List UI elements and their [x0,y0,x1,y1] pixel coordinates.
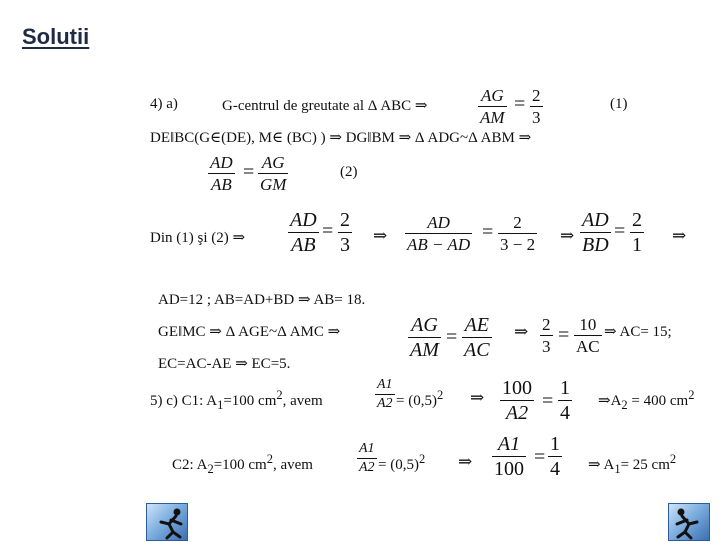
fraction-a1-a2-b: A1 A2 [359,441,375,475]
line1-text: G-centrul de greutate al Δ ABC ⇒ [222,98,428,114]
implies-arrow: ⇒ [470,388,485,407]
equals-sign: = [514,93,526,115]
equals-sign: = [534,446,546,468]
fraction-a1-100: A1 100 [494,433,524,480]
equals-sign: = [243,161,255,183]
problem-5c-c2: C2: $A_2=100$ $cm^2$, avem [172,452,313,476]
equals-sign: = [542,390,554,412]
fraction-2-1: 2 1 [632,209,642,256]
slide-title: Solutii [22,24,90,49]
equals-sign: = [482,221,494,243]
ac-result: ⇒ AC= 15; [604,324,672,340]
line7-text: EC=AC-AE ⇒ EC=5. [158,356,291,372]
fraction-2-3-b: 2 3 [340,209,350,256]
fraction-ad-ab: AD AB [210,153,233,194]
implies-arrow: ⇒ [672,226,687,245]
fraction-1-4-b: 1 4 [550,433,560,480]
back-nav-button[interactable] [146,503,188,541]
equals-sign: = [446,326,458,348]
implies-arrow: ⇒ [560,226,575,245]
fraction-2-3: 2 3 [532,86,541,127]
line5-text: AD=12 ; AB=AD+BD ⇒ AB= 18. [158,292,366,308]
paren-0-5-squared-b: = $(0,5)^2$ [378,452,426,473]
fraction-ad-ab-minus-ad: AD AB − AD [407,213,471,254]
fraction-10-ac: 10 AC [576,315,600,356]
fraction-ad-ab-2: AD AB [290,209,317,256]
forward-nav-icon [669,504,711,542]
line6-text: GE‖MC ⇒ Δ AGE~Δ AMC ⇒ [158,324,341,340]
fraction-2-over-3-minus-2: 2 3 − 2 [500,213,536,254]
equation-tag-2: (2) [340,164,358,180]
equals-sign: = [322,220,334,242]
fraction-ag-gm: AG GM [260,153,287,194]
fraction-a1-a2: A1 A2 [377,377,393,411]
implies-arrow: ⇒ [373,226,388,245]
fraction-ae-ac: AE AC [464,314,490,361]
fraction-1-4: 1 4 [560,377,570,424]
a2-result: $\Rightarrow A_2 = 400$ $cm^2$ [598,388,695,412]
paren-0-5-squared: = $(0,5)^2$ [396,388,444,409]
problem-5c-c1: 5) c) C1: $A_1=100$ $cm^2$, avem [150,388,323,412]
equals-sign: = [558,324,570,346]
implies-arrow: ⇒ [514,322,529,341]
equals-sign: = [614,220,626,242]
fraction-ag-am-2: AG AM [410,314,439,361]
fraction-100-a2: 100 A2 [502,377,532,424]
line4-text: Din (1) şi (2) ⇒ [150,230,246,246]
line2-text: DE‖BC(G∈(DE), M∈ (BC) ) ⇒ DG‖BM ⇒ Δ ADG~Δ ABM ⇒ [150,130,532,146]
problem-4a-label: 4) a) [150,96,178,112]
fraction-ag-am: AG AM [480,86,505,127]
equation-tag-1: (1) [610,96,628,112]
implies-arrow: ⇒ [458,452,473,471]
back-nav-icon [147,504,189,542]
forward-nav-button[interactable] [668,503,710,541]
a1-result: ⇒ $A_1= 25$ $cm^2$ [588,452,677,476]
fraction-ad-bd: AD BD [582,209,609,256]
fraction-2-3-c: 2 3 [542,315,551,356]
